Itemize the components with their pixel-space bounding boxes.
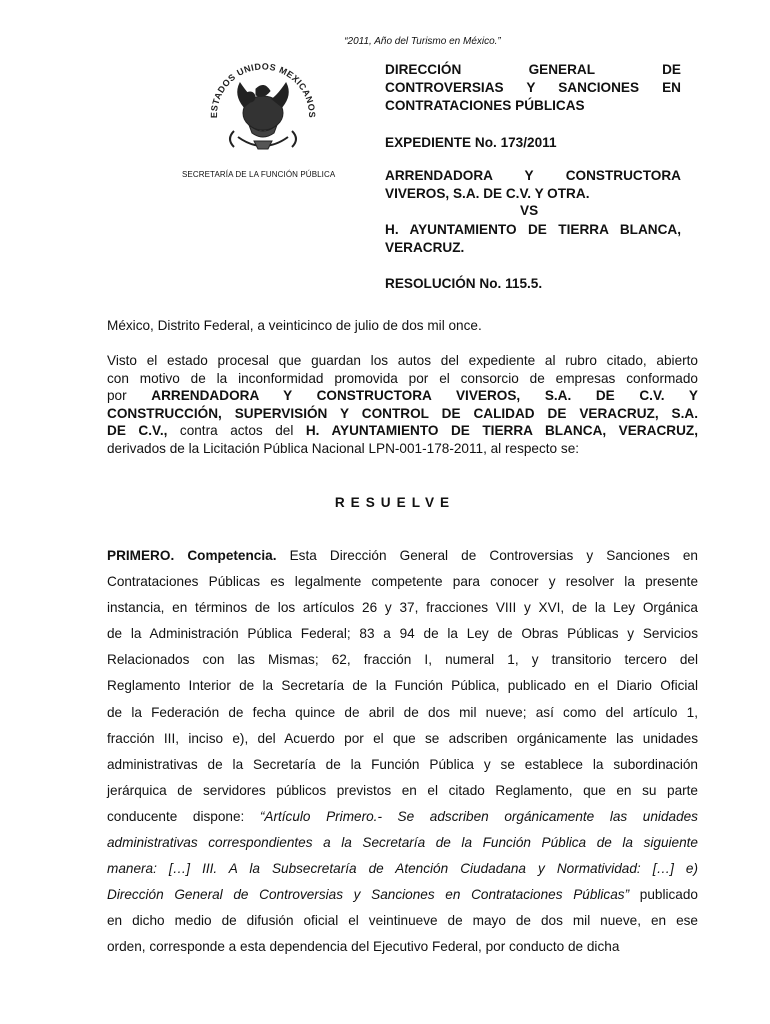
case-number: EXPEDIENTE No. 173/2011 xyxy=(385,135,557,150)
primero-line-3: instancia, en términos de los artículos 26 y 37, fracciones VIII y XVI, de la Ley Orgánica xyxy=(107,600,698,616)
primero-line-9: administrativas de la Secretaría de la Función Pública y se establece la subordinación xyxy=(107,756,698,772)
visto-line-5 xyxy=(107,422,698,440)
visto-line-3 xyxy=(107,387,698,405)
primero-line-2: Contrataciones Públicas es legalmente competente para conocer y resolver la presente xyxy=(107,574,698,590)
quote-end: Dirección General de Controversias y Sanciones en Contrataciones Públicas” xyxy=(107,887,630,903)
primero-text-1: Esta Dirección General de Controversias y Sanciones en xyxy=(276,548,698,563)
primero-dispone: conducente dispone: xyxy=(107,808,260,824)
visto-line-1: Visto el estado procesal que guardan los autos del expediente al rubro citado, abierto xyxy=(107,353,698,368)
visto-company-1: ARRENDADORA Y CONSTRUCTORA VIVEROS, S.A. DE C.V. Y xyxy=(151,388,698,403)
plaintiff-line-1: ARRENDADORA Y CONSTRUCTORA xyxy=(385,168,681,183)
primero-line-12 xyxy=(107,830,698,856)
primero-line-14 xyxy=(107,882,698,908)
primero-line-13 xyxy=(107,856,698,882)
seal-arc-text: ESTADOS UNIDOS MEXICANOS xyxy=(208,61,318,119)
primero-line-11 xyxy=(107,804,698,830)
primero-line-8: fracción III, inciso e), del Acuerdo por el que se adscriben orgánicamente las unidades xyxy=(107,730,698,746)
agency-name: SECRETARÍA DE LA FUNCIÓN PÚBLICA xyxy=(182,170,336,179)
visto-line-2: con motivo de la inconformidad promovida por el consorcio de empresas conformado xyxy=(107,370,698,386)
defendant-name xyxy=(385,221,681,257)
primero-line-5: Relacionados con las Mismas; 62, fracción I, numeral 1, y transitorio tercero del xyxy=(107,652,698,668)
visto-company-2: CONSTRUCCIÓN, SUPERVISIÓN Y CONTROL DE CALIDAD DE VERACRUZ, S.A. xyxy=(107,405,698,421)
visto-contra: contra actos del xyxy=(167,423,306,438)
primero-line-1 xyxy=(107,543,698,569)
visto-line-6: derivados de la Licitación Pública Nacional LPN-001-178-2011, al respecto se: xyxy=(107,440,580,456)
resolution-number: RESOLUCIÓN No. 115.5. xyxy=(385,276,543,291)
defendant-line-2: VERACRUZ. xyxy=(385,240,465,255)
plaintiff-line-2: VIVEROS, S.A. DE C.V. Y OTRA. xyxy=(385,186,590,201)
primero-publicado: publicado xyxy=(629,887,698,903)
primero-heading: PRIMERO. Competencia. xyxy=(107,548,277,563)
directorate-line-3: CONTRATACIONES PÚBLICAS xyxy=(385,98,585,113)
directorate-line-1: DIRECCIÓN GENERAL DE xyxy=(385,62,681,77)
visto-line-4 xyxy=(107,405,698,423)
motto-line: “2011, Año del Turismo en México.” xyxy=(344,36,501,47)
quote-start: “Artículo Primero.- Se adscriben orgánicamente las unidades xyxy=(259,808,698,824)
versus-label: VS xyxy=(520,203,539,218)
eagle-icon xyxy=(230,83,296,149)
primero-line-4: de la Administración Pública Federal; 83 a 94 de la Ley de Obras Públicas y Servicios xyxy=(107,626,698,642)
directorate-heading xyxy=(385,61,681,115)
quote-line-3: manera: […] III. A la Subsecretaría de Atención Ciudadana y Normatividad: […] e) xyxy=(107,861,698,877)
primero-paragraph xyxy=(107,543,698,961)
primero-line-16: orden, corresponde a esta dependencia del Ejecutivo Federal, por conducto de dicha xyxy=(107,939,620,955)
coat-of-arms-seal xyxy=(204,55,322,167)
primero-line-10: jerárquica de servidores públicos previstos en el citado Reglamento, que en su parte xyxy=(107,782,698,798)
resolves-heading: RESUELVE xyxy=(334,495,456,510)
primero-line-7: de la Federación de fecha quince de abril de dos mil nueve; así como del artículo 1, xyxy=(107,704,698,720)
primero-line-15: en dicho medio de difusión oficial el veintinueve de mayo de dos mil nueve, en ese xyxy=(107,913,698,929)
visto-company-2-end: DE C.V., xyxy=(107,423,168,438)
directorate-line-2: CONTROVERSIAS Y SANCIONES EN xyxy=(385,80,681,95)
primero-line-6: Reglamento Interior de la Secretaría de la Función Pública, publicado en el Diario Oficial xyxy=(107,678,698,694)
visto-paragraph xyxy=(107,352,698,457)
quote-line-2: administrativas correspondientes a la Secretaría de la Función Pública de la siguiente xyxy=(107,835,698,851)
defendant-line-1: H. AYUNTAMIENTO DE TIERRA BLANCA, xyxy=(385,222,681,237)
plaintiff-name xyxy=(385,167,681,203)
visto-authority: H. AYUNTAMIENTO DE TIERRA BLANCA, VERACRUZ, xyxy=(305,423,698,438)
place-and-date: México, Distrito Federal, a veinticinco de julio de dos mil once. xyxy=(107,318,482,333)
visto-por: por xyxy=(107,388,127,403)
